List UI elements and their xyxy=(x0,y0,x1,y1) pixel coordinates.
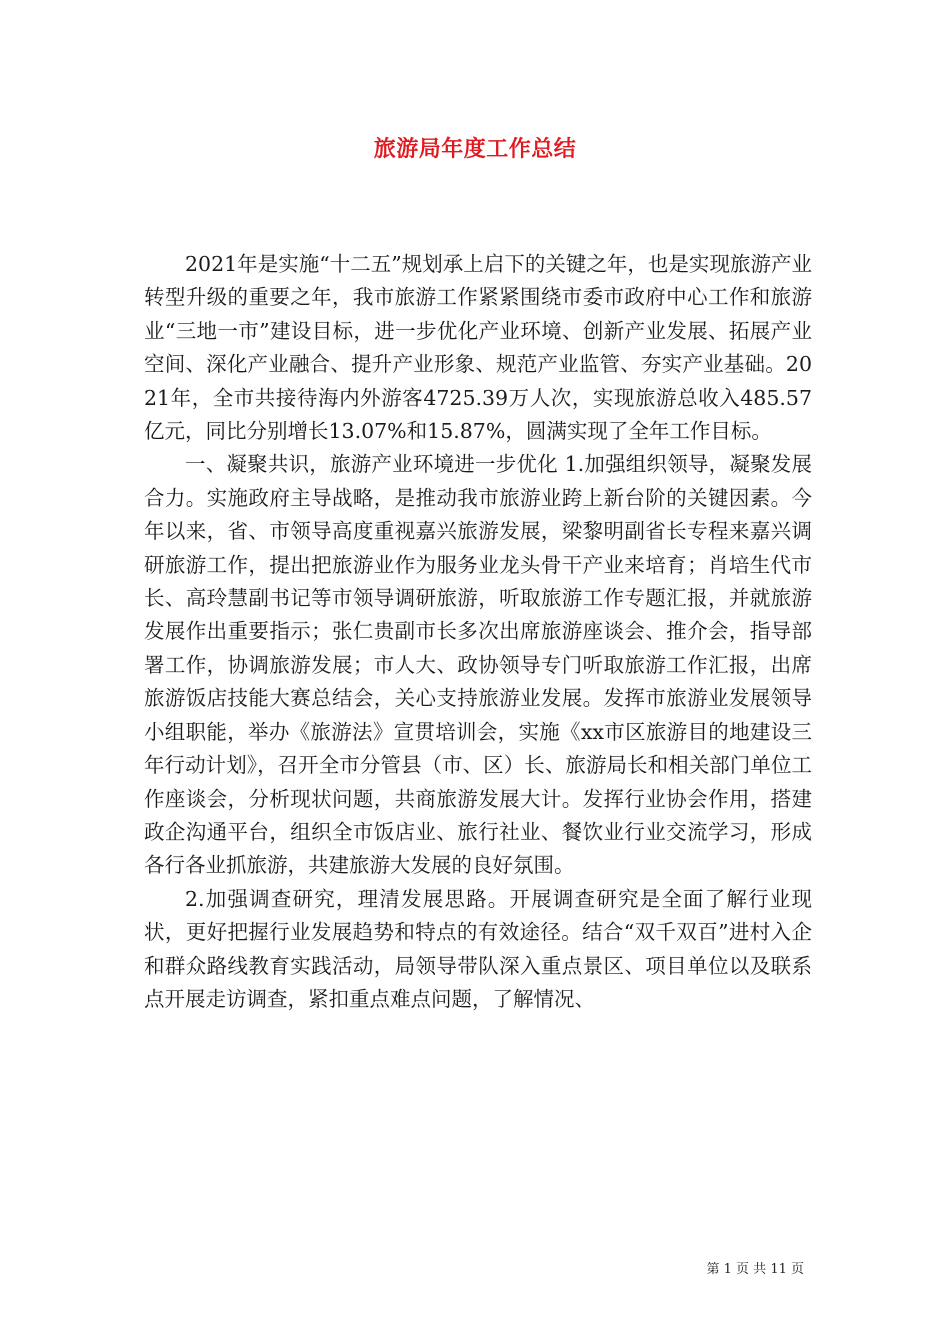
paragraph-section-one: 一、凝聚共识，旅游产业环境进一步优化 1.加强组织领导，凝聚发展合力。实施政府主导战略，是推动我市旅游业跨上新台阶的关键因素。今年以来，省、市领导高度重视嘉兴旅游发展，梁黎明副省长专程来嘉兴调研旅游工作，提出把旅游业作为服务业龙头骨干产业来培育；肖培生代市长、高玲慧副书记等市领导调研旅游，听取旅游工作专题汇报，并就旅游发展作出重要指示；张仁贵副市长多次出席旅游座谈会、推介会，指导部署工作，协调旅游发展；市人大、政协领导专门听取旅游工作汇报，出席旅游饭店技能大赛总结会，关心支持旅游业发展。发挥市旅游业发展领导小组职能，举办《旅游法》宣贯培训会，实施《xx市区旅游目的地建设三年行动计划》，召开全市分管县（市、区）长、旅游局长和相关部门单位工作座谈会，分析现状问题，共商旅游发展大计。发挥行业协会作用，搭建政企沟通平台，组织全市饭店业、旅行社业、餐饮业行业交流学习，形成各行各业抓旅游，共建旅游大发展的良好氛围。 xyxy=(144,452,812,878)
document-title: 旅游局年度工作总结 xyxy=(373,137,577,162)
page-number-footer: 第 1 页 共 11 页 xyxy=(706,1262,804,1277)
paragraph-intro: 2021年是实施“十二五”规划承上启下的关键之年，也是实现旅游产业转型升级的重要之年，我市旅游工作紧紧围绕市委市政府中心工作和旅游业“三地一市”建设目标，进一步优化产业环境、创新产业发展、拓展产业空间、深化产业融合、提升产业形象、规范产业监管、夯实产业基础。2021年，全市共接待海内外游客4725.39万人次，实现旅游总收入485.57亿元，同比分别增长13.07%和15.87%，圆满实现了全年工作目标。 xyxy=(144,252,812,444)
paragraph-research: 2.加强调查研究，理清发展思路。开展调查研究是全面了解行业现状，更好把握行业发展趋势和特点的有效途径。结合“双千双百”进村入企和群众路线教育实践活动，局领导带队深入重点景区、项目单位以及联系点开展走访调查，紧扣重点难点问题，了解情况、 xyxy=(144,886,812,1011)
document-body xyxy=(144,248,812,1016)
